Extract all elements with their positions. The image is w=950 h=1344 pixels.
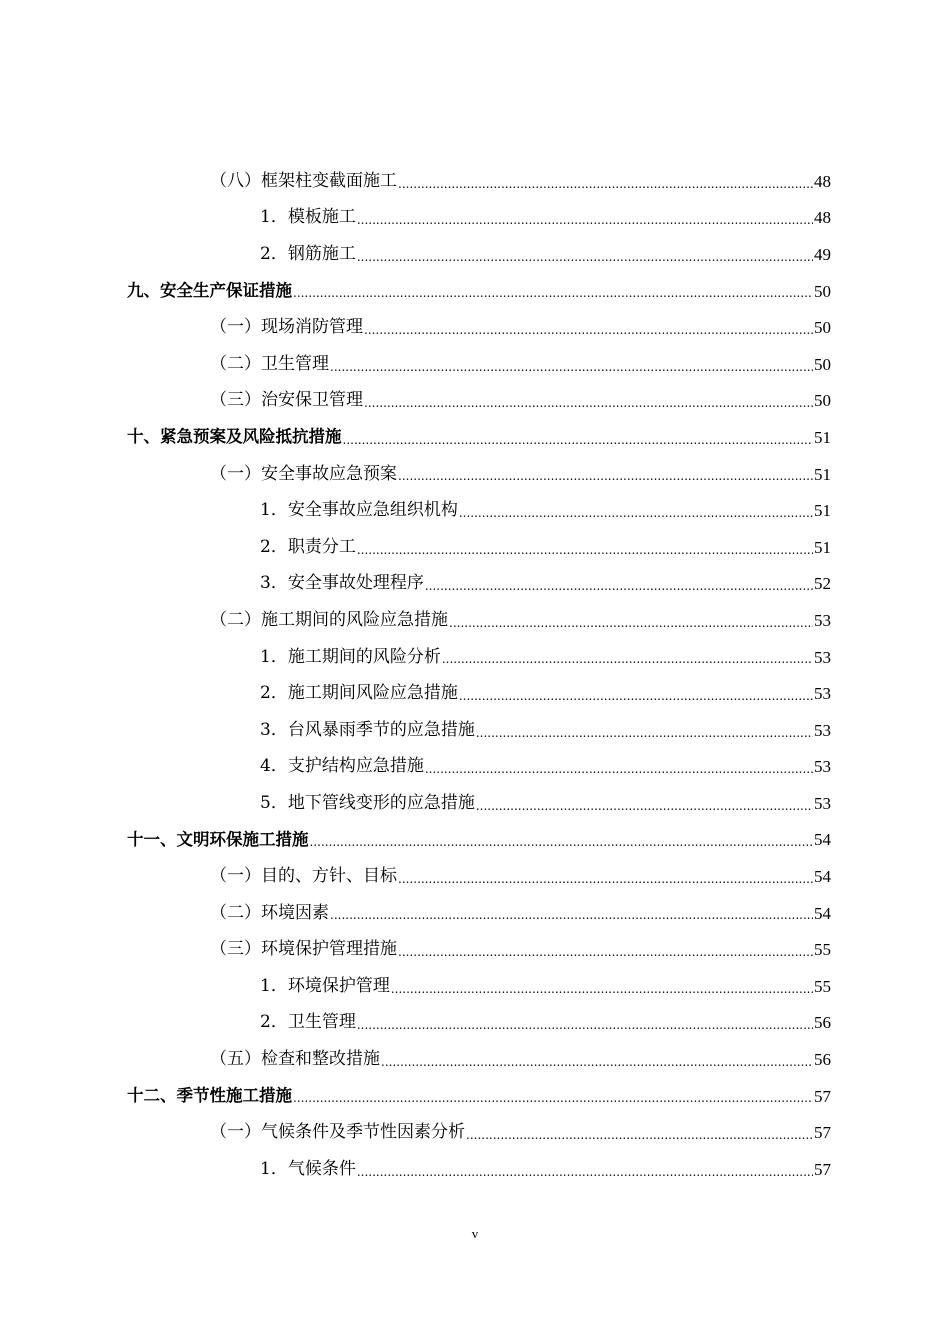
toc-entry[interactable] — [0, 419, 950, 456]
toc-entry-title: 5．地下管线变形的应急措施 — [260, 792, 475, 813]
toc-entry-title: 1．模板施工 — [260, 207, 356, 228]
toc-entry-page: 57 — [814, 1159, 831, 1179]
toc-entry-title: 2．施工期间风险应急措施 — [260, 683, 458, 704]
toc-entry-page: 51 — [814, 427, 831, 447]
toc-entry-title: 1．气候条件 — [260, 1158, 356, 1179]
toc-dot-leader — [476, 727, 813, 749]
toc-entry[interactable] — [0, 1005, 950, 1042]
toc-dot-leader — [425, 763, 813, 785]
toc-dot-leader — [459, 690, 813, 712]
toc-entry-title: 2．职责分工 — [260, 536, 356, 557]
toc-entry-title: 4．支护结构应急措施 — [260, 756, 424, 777]
toc-dot-leader — [398, 873, 813, 895]
toc-entry-title: 2．卫生管理 — [260, 1012, 356, 1033]
toc-entry[interactable] — [0, 602, 950, 639]
toc-entry-page: 54 — [814, 867, 831, 887]
toc-dot-leader — [330, 361, 813, 383]
toc-dot-leader — [381, 1056, 813, 1078]
toc-dot-leader — [459, 507, 813, 529]
toc-entry-title: （二）施工期间的风险应急措施 — [210, 609, 448, 630]
toc-entry-title: 十、紧急预案及风险抵抗措施 — [127, 427, 342, 447]
toc-entry[interactable] — [0, 785, 950, 822]
toc-entry-title: 1．施工期间的风险分析 — [260, 646, 441, 667]
toc-dot-leader — [398, 178, 813, 200]
toc-entry-page: 56 — [814, 1013, 831, 1033]
toc-entry[interactable] — [0, 163, 950, 200]
toc-entry-page: 48 — [814, 208, 831, 228]
toc-entry[interactable] — [0, 822, 950, 859]
toc-entry-title: （八）框架柱变截面施工 — [210, 170, 397, 191]
toc-entry[interactable] — [0, 1041, 950, 1078]
toc-entry[interactable] — [0, 639, 950, 676]
toc-dot-leader — [442, 653, 813, 675]
toc-entry-page: 53 — [814, 610, 831, 630]
toc-entry-title: （一）安全事故应急预案 — [210, 463, 397, 484]
toc-entry-page: 51 — [814, 537, 831, 557]
toc-entry-title: 十二、季节性施工措施 — [127, 1085, 292, 1105]
toc-entry-page: 53 — [814, 757, 831, 777]
toc-dot-leader — [449, 617, 813, 639]
toc-entry[interactable] — [0, 200, 950, 237]
page-number-footer: v — [471, 1226, 479, 1241]
toc-entry[interactable] — [0, 383, 950, 420]
toc-entry-title: （一）目的、方针、目标 — [210, 866, 397, 887]
toc-entry-page: 50 — [814, 318, 831, 338]
toc-dot-leader — [391, 983, 813, 1005]
toc-entry-title: （一）现场消防管理 — [210, 317, 363, 338]
toc-entry[interactable] — [0, 309, 950, 346]
toc-entry-page: 54 — [814, 830, 831, 850]
toc-dot-leader — [357, 544, 813, 566]
toc-entry-page: 50 — [814, 354, 831, 374]
toc-entry-page: 50 — [814, 281, 831, 301]
toc-entry-title: 3．安全事故处理程序 — [260, 573, 424, 594]
toc-entry-page: 55 — [814, 976, 831, 996]
toc-entry-page: 57 — [814, 1086, 831, 1106]
toc-entry[interactable] — [0, 968, 950, 1005]
toc-entry-page: 53 — [814, 720, 831, 740]
toc-entry-title: 十一、文明环保施工措施 — [127, 829, 309, 849]
toc-entry[interactable] — [0, 273, 950, 310]
toc-entry-title: （二）环境因素 — [210, 902, 329, 923]
toc-entry-page: 53 — [814, 684, 831, 704]
toc-dot-leader — [310, 836, 814, 858]
toc-entry-page: 53 — [814, 793, 831, 813]
toc-entry-title: （三）环境保护管理措施 — [210, 939, 397, 960]
toc-entry[interactable] — [0, 712, 950, 749]
toc-entry-title: 九、安全生产保证措施 — [127, 280, 292, 300]
toc-entry-title: 2．钢筋施工 — [260, 243, 356, 264]
toc-entry[interactable] — [0, 346, 950, 383]
toc-dot-leader — [293, 287, 813, 309]
toc-entry-page: 50 — [814, 391, 831, 411]
toc-entry[interactable] — [0, 895, 950, 932]
toc-entry[interactable] — [0, 858, 950, 895]
toc-dot-leader — [425, 580, 813, 602]
toc-dot-leader — [364, 397, 813, 419]
toc-entry-page: 51 — [814, 501, 831, 521]
toc-dot-leader — [293, 1092, 813, 1114]
toc-entry-title: （三）治安保卫管理 — [210, 390, 363, 411]
toc-dot-leader — [330, 909, 813, 931]
toc-entry[interactable] — [0, 566, 950, 603]
toc-entry[interactable] — [0, 1114, 950, 1151]
table-of-contents — [0, 163, 950, 1188]
toc-dot-leader — [466, 1129, 813, 1151]
toc-dot-leader — [364, 324, 813, 346]
toc-dot-leader — [357, 214, 813, 236]
toc-entry[interactable] — [0, 931, 950, 968]
toc-dot-leader — [357, 1019, 813, 1041]
toc-entry-title: （二）卫生管理 — [210, 353, 329, 374]
toc-entry[interactable] — [0, 456, 950, 493]
toc-entry-page: 56 — [814, 1050, 831, 1070]
toc-entry-page: 55 — [814, 940, 831, 960]
toc-entry-page: 51 — [814, 464, 831, 484]
toc-entry-title: 1．环境保护管理 — [260, 975, 390, 996]
toc-entry[interactable] — [0, 1078, 950, 1115]
toc-dot-leader — [398, 946, 813, 968]
toc-entry-page: 53 — [814, 647, 831, 667]
toc-dot-leader — [357, 1166, 813, 1188]
toc-dot-leader — [343, 434, 814, 456]
toc-entry-title: （一）气候条件及季节性因素分析 — [210, 1122, 465, 1143]
toc-entry-page: 48 — [814, 171, 831, 191]
toc-dot-leader — [398, 470, 813, 492]
toc-dot-leader — [476, 800, 813, 822]
toc-entry-page: 52 — [814, 574, 831, 594]
toc-entry[interactable] — [0, 236, 950, 273]
toc-entry-title: （五）检查和整改措施 — [210, 1049, 380, 1070]
toc-entry-title: 3．台风暴雨季节的应急措施 — [260, 719, 475, 740]
toc-entry-page: 54 — [814, 903, 831, 923]
toc-entry-page: 49 — [814, 244, 831, 264]
toc-entry-page: 57 — [814, 1123, 831, 1143]
toc-entry[interactable] — [0, 1151, 950, 1188]
toc-entry[interactable] — [0, 675, 950, 712]
toc-dot-leader — [357, 251, 813, 273]
toc-entry[interactable] — [0, 529, 950, 566]
toc-entry[interactable] — [0, 749, 950, 786]
toc-entry-title: 1．安全事故应急组织机构 — [260, 500, 458, 521]
toc-entry[interactable] — [0, 492, 950, 529]
